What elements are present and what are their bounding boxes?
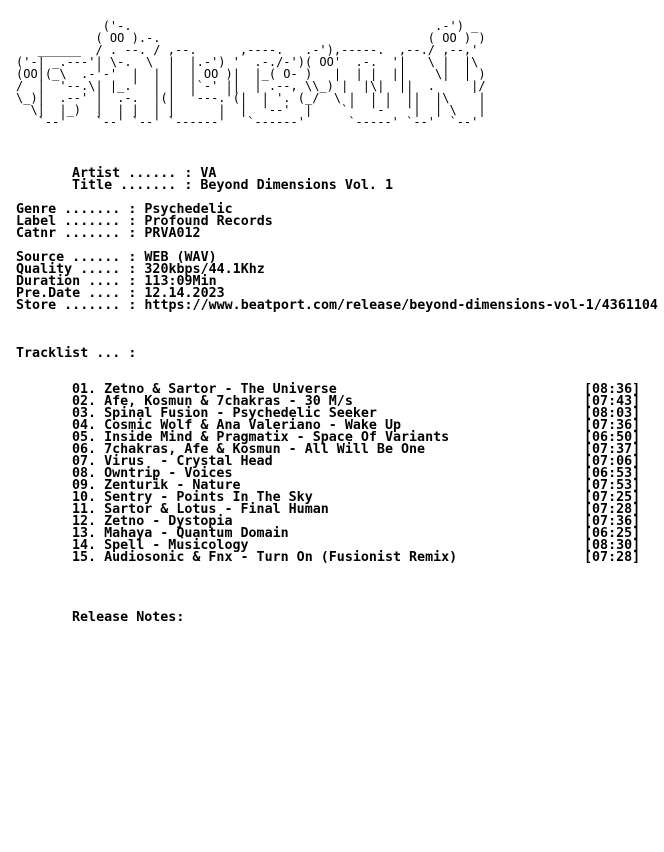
falcon-ascii-logo: ('-. .-') _ ( OO ).-. ( OO ) ) ______ / . --. / ,--. ,----. .-'),-----. ,--./ ,--,' ('-| _.---'| \-. \ | |.-') ' .-./-')( OO' .-. '| \ | |\ (OO|(_\ .-'-' | | | | OO )| |_( O- ) | | | || \| | ) / | '--.\| |_.' | | |`-' || | .--, \\_) | |\| || . |/ \_)| .--' | .-. |(| '---.'(| | '. (_/ \ | | | || |\ | \| |_) | | | | | | | '--' | `' '-' '| | \ | `--' `--' `--' `------' `------' `-----' `--' `--': [16, 19, 486, 129]
catnr-value: PRVA012: [144, 226, 201, 241]
track-title: 15. Audiosonic & Fnx - Turn On (Fusionist Remix): [72, 550, 458, 565]
artist-label: Artist ...... :: [72, 166, 193, 181]
genre-value: Psychedelic: [144, 202, 233, 217]
track-title: 02. Afe, Kosmun & 7chakras - 30 M/s: [72, 394, 353, 409]
track-duration: [07:37]: [584, 442, 641, 457]
store-label: Store ....... :: [16, 298, 137, 313]
track-title: 05. Inside Mind & Pragmatix - Space Of Variants: [72, 430, 450, 445]
catnr-label: Catnr ....... :: [16, 226, 137, 241]
artist-value: VA: [200, 166, 217, 181]
track-duration: [06:53]: [584, 466, 641, 481]
track-duration: [08:36]: [584, 382, 641, 397]
track-duration: [06:25]: [584, 526, 641, 541]
track-title: 11. Sartor & Lotus - Final Human: [72, 502, 329, 517]
track-row: [72, 552, 642, 564]
source-info: [16, 252, 658, 312]
predate-value: 12.14.2023: [144, 286, 225, 301]
track-title: 06. 7chakras, Afe & Kosmun - All Will Be One: [72, 442, 426, 457]
track-duration: [07:36]: [584, 418, 641, 433]
track-title: 08. Owntrip - Voices: [72, 466, 233, 481]
track-title: 04. Cosmic Wolf & Ana Valeriano - Wake Up: [72, 418, 401, 433]
label-info: [16, 204, 273, 240]
duration-value: 113:09Min: [144, 274, 217, 289]
track-duration: [08:03]: [584, 406, 641, 421]
track-list: [72, 384, 642, 564]
quality-value: 320kbps/44.1Khz: [144, 262, 265, 277]
release-notes-heading: Release Notes:: [72, 610, 185, 625]
track-duration: [06:50]: [584, 430, 641, 445]
track-title: 10. Sentry - Points In The Sky: [72, 490, 313, 505]
title-row: [16, 180, 393, 192]
title-value: Beyond Dimensions Vol. 1: [200, 178, 393, 193]
release-header: [16, 168, 393, 192]
quality-label: Quality ..... :: [16, 262, 137, 277]
track-title: 07. Virus - Crystal Head: [72, 454, 273, 469]
predate-label: Pre.Date .... :: [16, 286, 137, 301]
track-title: 13. Mahaya - Quantum Domain: [72, 526, 289, 541]
source-label: Source ...... :: [16, 250, 137, 265]
track-duration: [07:28]: [584, 502, 641, 517]
label-label: Label ....... :: [16, 214, 137, 229]
track-title: 14. Spell - Musicology: [72, 538, 249, 553]
store-row: [16, 300, 658, 312]
tracklist-heading: Tracklist ... :: [16, 346, 137, 361]
track-title: 01. Zetno & Sartor - The Universe: [72, 382, 337, 397]
track-title: 03. Spinal Fusion - Psychedelic Seeker: [72, 406, 377, 421]
track-duration: [07:06]: [584, 454, 641, 469]
title-label: Title ....... :: [72, 178, 193, 193]
label-value: Profound Records: [144, 214, 273, 229]
track-duration: [07:25]: [584, 490, 641, 505]
duration-label: Duration .... :: [16, 274, 137, 289]
track-duration: [07:43]: [584, 394, 641, 409]
track-title: 09. Zenturik - Nature: [72, 478, 241, 493]
catnr-row: [16, 228, 273, 240]
source-value: WEB (WAV): [144, 250, 217, 265]
store-link[interactable]: https://www.beatport.com/release/beyond-dimensions-vol-1/4361104: [144, 298, 658, 313]
track-duration: [07:36]: [584, 514, 641, 529]
track-duration: [07:53]: [584, 478, 641, 493]
track-duration: [08:30]: [584, 538, 641, 553]
track-title: 12. Zetno - Dystopia: [72, 514, 233, 529]
genre-label: Genre ....... :: [16, 202, 137, 217]
track-duration: [07:28]: [584, 550, 641, 565]
